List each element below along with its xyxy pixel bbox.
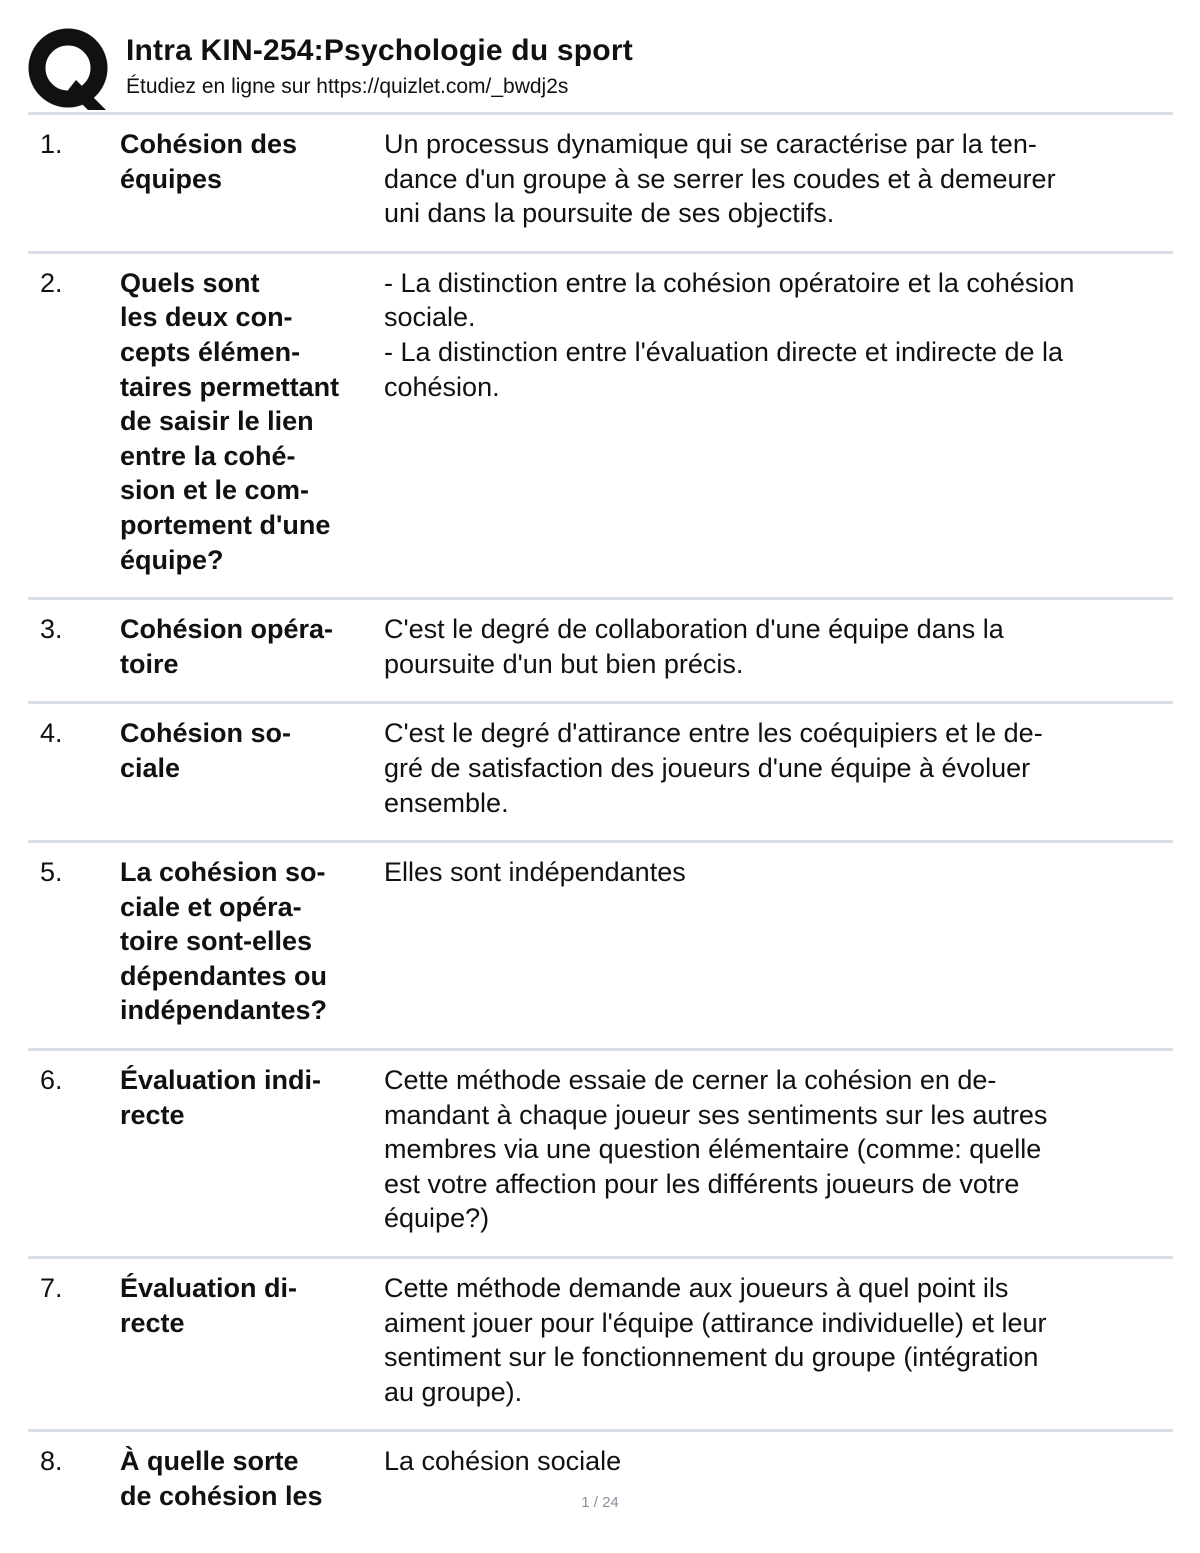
card-term: Évaluation di- recte bbox=[120, 1273, 298, 1338]
document-title: Intra KIN-254:Psychologie du sport bbox=[126, 34, 633, 67]
flashcard-row bbox=[28, 1429, 1173, 1533]
card-definition: Cette méthode demande aux joueurs à quel point ils aiment jouer pour l'équipe (attirance individuelle) et leur sentiment sur le fonctionnement du groupe (intégration au groupe). bbox=[384, 1273, 1047, 1407]
quizlet-q-logo-icon bbox=[28, 28, 112, 112]
document-subtitle: Étudiez en ligne sur https://quizlet.com/_bwdj2s bbox=[126, 75, 569, 98]
card-term: Cohésion des équipes bbox=[120, 129, 298, 194]
card-term: Cohésion so- ciale bbox=[120, 718, 292, 783]
card-number: 7. bbox=[40, 1273, 63, 1304]
card-number: 1. bbox=[40, 129, 63, 159]
card-number: 5. bbox=[40, 857, 63, 888]
card-term: Cohésion opéra- toire bbox=[120, 614, 334, 679]
card-definition: Cette méthode essaie de cerner la cohésion en de- mandant à chaque joueur ses sentiments sur les autres membres via une question élémentaire (comme: quelle est votre affection pour les différents joueurs de votre équipe?) bbox=[384, 1065, 1048, 1234]
card-definition: C'est le degré d'attirance entre les coéquipiers et le de- gré de satisfaction des joueurs d'une équipe à évoluer ensemble. bbox=[384, 718, 1043, 818]
document-header bbox=[28, 24, 1178, 114]
flashcard-row bbox=[28, 597, 1173, 701]
page-indicator: 1 / 24 bbox=[581, 1494, 619, 1511]
card-definition: - La distinction entre la cohésion opératoire et la cohésion sociale. - La distinction entre l'évaluation directe et indirecte de la cohésion. bbox=[384, 267, 1075, 402]
card-number: 2. bbox=[40, 267, 63, 298]
card-definition: C'est le degré de collaboration d'une équipe dans la poursuite d'un but bien précis. bbox=[384, 614, 1004, 679]
card-definition: La cohésion sociale bbox=[384, 1446, 622, 1477]
card-term: À quelle sorte de cohésion les bbox=[120, 1446, 323, 1511]
card-number: 8. bbox=[40, 1446, 63, 1477]
flashcard-row bbox=[28, 1256, 1173, 1429]
flashcard-row bbox=[28, 840, 1173, 1048]
flashcard-row bbox=[28, 251, 1173, 597]
card-number: 6. bbox=[40, 1065, 63, 1096]
card-term: Quels sont les deux con- cepts élémen- taires permettant de saisir le lien entre la cohé- sion et le com- portement d'une équipe? bbox=[120, 267, 340, 575]
flashcard-row bbox=[28, 112, 1173, 251]
flashcard-row bbox=[28, 1048, 1173, 1256]
card-number: 3. bbox=[40, 614, 63, 645]
card-definition: Un processus dynamique qui se caractérise par la ten- dance d'un groupe à se serrer les coudes et à demeurer uni dans la poursuite de ses objectifs. bbox=[384, 129, 1056, 229]
flashcard-list bbox=[28, 112, 1173, 1534]
card-term: La cohésion so- ciale et opéra- toire sont-elles dépendantes ou indépendantes? bbox=[120, 857, 328, 1026]
card-number: 4. bbox=[40, 718, 63, 749]
flashcard-row bbox=[28, 701, 1173, 840]
card-definition: Elles sont indépendantes bbox=[384, 857, 686, 888]
header-text bbox=[126, 32, 633, 102]
card-term: Évaluation indi- recte bbox=[120, 1065, 322, 1130]
